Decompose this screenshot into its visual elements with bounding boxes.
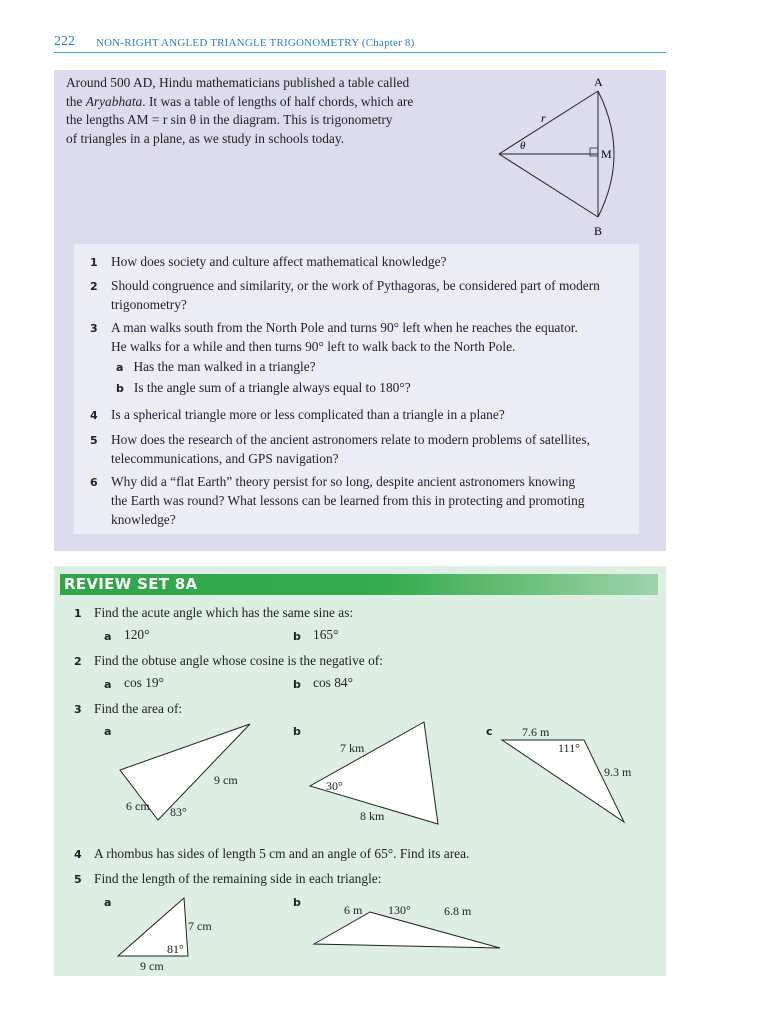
q1-letter-b: b [293, 630, 301, 643]
q3c-side-9-3m: 9.3 m [604, 765, 632, 779]
page-header [54, 34, 666, 53]
review-set-8a [54, 566, 666, 976]
label-r: r [541, 111, 546, 125]
q3-letter-a: a [104, 725, 112, 738]
q1-b-value: 165° [313, 627, 339, 642]
right-angle-mark [590, 148, 598, 156]
q3a-angle: 83° [170, 805, 187, 819]
q5b-side-6m: 6 m [344, 903, 363, 917]
q5-triangle-b [310, 902, 510, 956]
q5-letter-b: b [293, 896, 301, 909]
intro-line-3: the lengths AM = r sin θ in the diagram. This is trigonometry [66, 112, 393, 128]
q5b-angle: 130° [388, 903, 411, 917]
q3c-angle: 111° [558, 741, 580, 755]
question-1: 1 How does society and culture affect mathematical knowledge? [90, 254, 447, 269]
review-title: REVIEW SET 8A [64, 575, 198, 593]
q3b-side-8km: 8 km [360, 809, 385, 823]
q3c-side-7-6m: 7.6 m [522, 726, 550, 739]
discussion-questions [74, 244, 639, 534]
label-m: M [601, 147, 612, 161]
review-q5: 5 Find the length of the remaining side in each triangle: [74, 871, 382, 886]
q1-letter-a: a [104, 630, 112, 643]
q3-triangle-a [114, 720, 254, 824]
question-3: 3 A man walks south from the North Pole and turns 90° left when he reaches the equator. He walks for a while and then turns 90° left to walk back to the North Pole. [90, 320, 578, 355]
question-4: 4 Is a spherical triangle more or less complicated than a triangle in a plane? [90, 407, 505, 422]
q2-letter-b: b [293, 678, 301, 691]
label-theta: θ [520, 140, 526, 152]
q3b-side-7km: 7 km [340, 741, 365, 755]
q3-letter-b: b [293, 725, 301, 738]
q3-triangle-c [498, 726, 648, 826]
chapter-title: NON-RIGHT ANGLED TRIANGLE TRIGONOMETRY (Chapter 8) [96, 37, 415, 49]
q3-triangle-b [304, 720, 444, 830]
half-chord-diagram [494, 76, 634, 241]
intro-paragraph [66, 74, 454, 148]
review-q4: 4 A rhombus has sides of length 5 cm and an angle of 65°. Find its area. [74, 846, 470, 861]
q2-letter-a: a [104, 678, 112, 691]
label-b: B [594, 224, 603, 238]
q2-a-value: cos 19° [124, 675, 164, 690]
review-q3: 3 Find the area of: [74, 701, 183, 716]
question-3a: a Has the man walked in a triangle? [116, 359, 316, 374]
triangle-shape [314, 912, 500, 948]
q1-a-value: 120° [124, 627, 150, 642]
question-6: 6 Why did a “flat Earth” theory persist for so long, despite ancient astronomers knowing the Earth was round? What lessons can be learned from this in protecting and promoting knowledge? [90, 474, 585, 528]
question-3b: b Is the angle sum of a triangle always equal to 180°? [116, 380, 411, 395]
question-5: 5 How does the research of the ancient astronomers relate to modern problems of satellites, telecommunications, and GPS navigation? [90, 432, 590, 467]
label-a: A [594, 76, 603, 89]
q5b-side-6-8m: 6.8 m [444, 904, 472, 918]
q3a-side-6cm: 6 cm [126, 799, 150, 813]
review-q2: 2 Find the obtuse angle whose cosine is the negative of: [74, 653, 383, 668]
intro-line-2: the Aryabhata. It was a table of lengths of half chords, which are [66, 93, 414, 109]
q5-triangle-a [114, 896, 234, 974]
q5a-side-9cm: 9 cm [140, 959, 164, 973]
theory-of-knowledge-box [54, 70, 666, 551]
q3a-side-9cm: 9 cm [214, 773, 238, 787]
intro-line-4: of triangles in a plane, as we study in schools today. [66, 130, 345, 146]
intro-line-1: Around 500 AD, Hindu mathematicians published a table called [66, 75, 410, 90]
q5-letter-a: a [104, 896, 112, 909]
q2-b-value: cos 84° [313, 675, 353, 690]
q3b-angle: 30° [326, 779, 343, 793]
question-2: 2 Should congruence and similarity, or the work of Pythagoras, be considered part of modern trigonometry? [90, 278, 600, 313]
review-q1: 1 Find the acute angle which has the same sine as: [74, 605, 354, 620]
review-title-bar [60, 574, 658, 595]
page-number: 222 [54, 34, 75, 49]
radius-ob [499, 154, 598, 217]
q5a-side-7cm: 7 cm [188, 919, 212, 933]
q3-letter-c: c [486, 725, 493, 738]
radius-oa [499, 91, 598, 154]
q5a-angle: 81° [167, 942, 184, 956]
